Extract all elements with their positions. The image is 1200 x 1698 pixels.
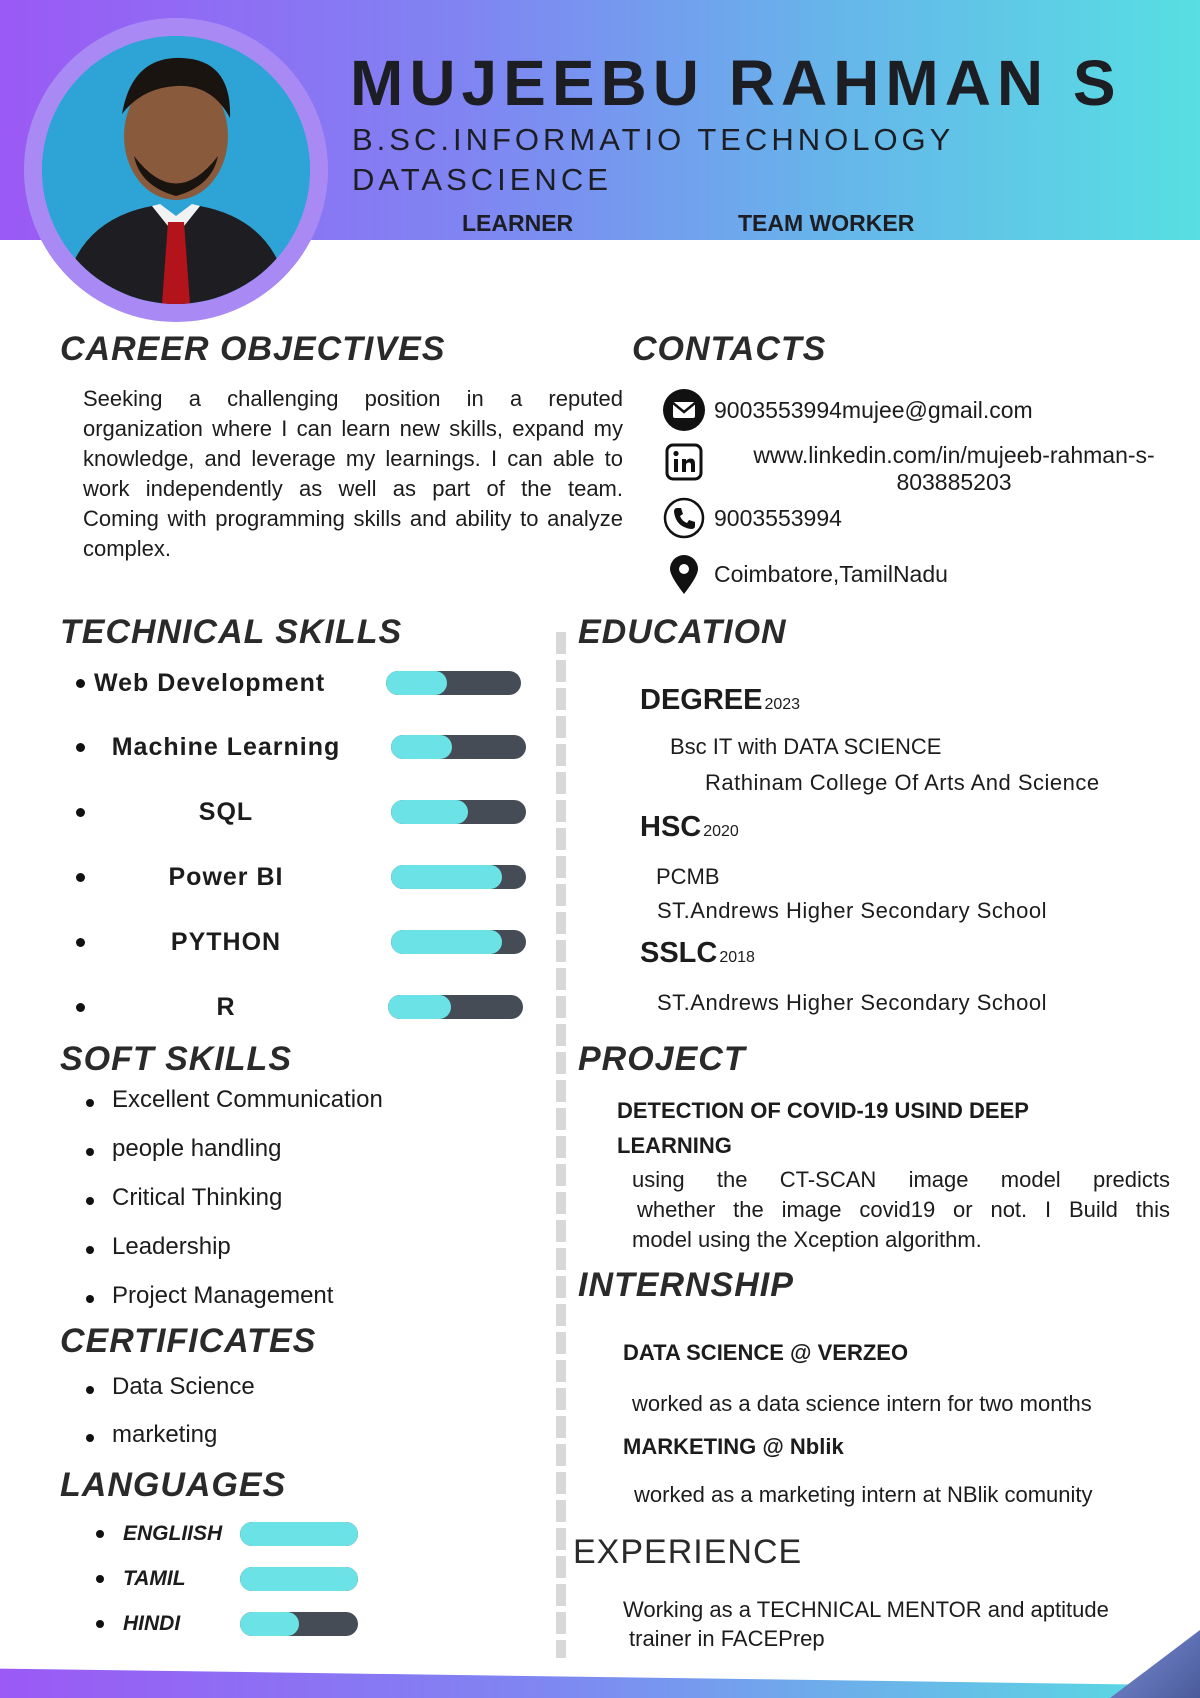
mail-icon <box>662 388 706 432</box>
internship-title: INTERNSHIP <box>578 1266 794 1304</box>
footer-band <box>0 1656 1200 1698</box>
phone-icon <box>662 496 706 540</box>
degree-year: 2023 <box>764 696 801 713</box>
bullet <box>76 808 85 817</box>
project-title: PROJECT <box>578 1040 746 1078</box>
skill-row <box>76 664 536 704</box>
soft-skills-list <box>84 1086 383 1331</box>
certificates-list <box>84 1373 255 1469</box>
skill-level-fill <box>386 671 447 695</box>
skill-row <box>76 728 536 768</box>
list-item: Project Management <box>84 1282 383 1331</box>
candidate-name: MUJEEBU RAHMAN S <box>350 47 1122 119</box>
list-item: Critical Thinking <box>84 1184 383 1233</box>
language-name: HINDI <box>123 1612 181 1635</box>
language-name: TAMIL <box>123 1567 186 1590</box>
list-item: Leadership <box>84 1233 383 1282</box>
internship-role-2: MARKETING @ Nblik <box>623 1434 844 1459</box>
skill-level-bar <box>391 865 526 889</box>
contacts-title: CONTACTS <box>632 330 827 368</box>
location-text: Coimbatore,TamilNadu <box>714 560 948 587</box>
skill-row <box>76 793 536 833</box>
degree-school: Rathinam College Of Arts And Science <box>705 770 1100 795</box>
skill-level-bar <box>391 735 526 759</box>
bullet <box>76 679 85 688</box>
candidate-subtitle <box>352 120 954 200</box>
list-item: marketing <box>84 1421 255 1469</box>
skill-row <box>76 923 536 963</box>
hsc-heading <box>640 811 739 844</box>
skill-level-fill <box>388 995 451 1019</box>
bullet <box>76 873 85 882</box>
education-title: EDUCATION <box>578 613 787 651</box>
internship-role-1: DATA SCIENCE @ VERZEO <box>623 1340 909 1365</box>
bullet <box>96 1575 104 1583</box>
linkedin-text-line2: 803885203 <box>896 469 1012 495</box>
language-level-bar <box>240 1612 358 1636</box>
location-pin-icon <box>662 552 706 596</box>
project-desc-line2: whether the image covid19 or not. I Build this <box>637 1197 1170 1222</box>
bullet <box>96 1620 104 1628</box>
degree-heading <box>640 684 800 717</box>
skill-name: PYTHON <box>170 928 282 956</box>
list-item: Excellent Communication <box>84 1086 383 1135</box>
bullet <box>76 743 85 752</box>
language-level-fill <box>240 1612 299 1636</box>
language-row <box>96 1610 376 1640</box>
skill-level-fill <box>391 865 502 889</box>
contact-linkedin[interactable] <box>662 440 1194 496</box>
bullet <box>76 1003 85 1012</box>
contact-location <box>662 552 948 596</box>
certificates-title: CERTIFICATES <box>60 1322 317 1360</box>
experience-line-1: Working as a TECHNICAL MENTOR and aptitude <box>623 1597 1109 1622</box>
experience-title: EXPERIENCE <box>573 1533 803 1571</box>
languages-title: LANGUAGES <box>60 1466 287 1504</box>
bullet <box>96 1530 104 1538</box>
project-name-line1: DETECTION OF COVID-19 USIND DEEP <box>617 1098 1029 1123</box>
skill-name: SQL <box>198 798 254 826</box>
email-text: 9003553994mujee@gmail.com <box>714 396 1033 423</box>
language-level-fill <box>240 1522 358 1546</box>
internship-desc-1: worked as a data science intern for two months <box>632 1391 1092 1416</box>
hsc-course: PCMB <box>656 864 720 889</box>
skill-level-bar <box>388 995 523 1019</box>
subtitle-line-2: DATASCIENCE <box>352 162 612 197</box>
profile-photo <box>42 36 310 304</box>
linkedin-text-line1: www.linkedin.com/in/mujeeb-rahman-s- <box>753 442 1155 468</box>
skill-name: R <box>216 993 236 1021</box>
language-level-bar <box>240 1522 358 1546</box>
degree-label: DEGREE <box>640 684 763 716</box>
language-name: ENGLIISH <box>123 1522 223 1545</box>
skill-name: Power BI <box>168 863 284 891</box>
hsc-school: ST.Andrews Higher Secondary School <box>657 898 1047 923</box>
skill-level-fill <box>391 800 468 824</box>
contact-email[interactable] <box>662 388 1033 432</box>
skill-level-fill <box>391 735 452 759</box>
language-level-bar <box>240 1567 358 1591</box>
language-row <box>96 1565 376 1595</box>
list-item: Data Science <box>84 1373 255 1421</box>
person-icon <box>42 36 310 304</box>
sslc-heading <box>640 937 755 970</box>
tag-learner: LEARNER <box>462 210 574 236</box>
skill-row <box>76 858 536 898</box>
language-row <box>96 1520 376 1550</box>
skill-level-bar <box>391 800 526 824</box>
degree-course: Bsc IT with DATA SCIENCE <box>670 734 942 759</box>
corner-decoration <box>1110 1630 1200 1698</box>
tag-team-worker: TEAM WORKER <box>738 210 915 236</box>
technical-skills-title: TECHNICAL SKILLS <box>60 613 403 651</box>
skill-level-bar <box>391 930 526 954</box>
language-level-fill <box>240 1567 358 1591</box>
experience-line-2: trainer in FACEPrep <box>629 1626 825 1651</box>
linkedin-icon <box>662 440 706 484</box>
soft-skills-title: SOFT SKILLS <box>60 1040 292 1078</box>
career-objectives-text: Seeking a challenging position in a reputed organization where I can learn new skills, expand my knowledge, and leverage my learnings. I can able to work independently as well as part of the team. Coming with programming skills and ability to analyze complex. <box>83 386 623 561</box>
skill-name: Web Development <box>94 669 326 697</box>
project-name-line2: LEARNING <box>617 1133 732 1158</box>
hsc-label: HSC <box>640 811 702 843</box>
internship-desc-2: worked as a marketing intern at NBlik comunity <box>634 1482 1093 1507</box>
sslc-school: ST.Andrews Higher Secondary School <box>657 990 1047 1015</box>
skill-row <box>76 988 536 1028</box>
list-item: people handling <box>84 1135 383 1184</box>
contact-phone[interactable] <box>662 496 842 540</box>
column-divider <box>556 632 566 1658</box>
project-desc-line1: using the CT-SCAN image model predicts <box>632 1167 1170 1192</box>
sslc-label: SSLC <box>640 937 718 969</box>
skill-name: Machine Learning <box>111 733 341 761</box>
career-objectives-title: CAREER OBJECTIVES <box>60 330 446 368</box>
subtitle-line-1: B.SC.INFORMATIO TECHNOLOGY <box>352 122 955 157</box>
project-desc-line3: model using the Xception algorithm. <box>632 1227 982 1252</box>
hsc-year: 2020 <box>703 823 739 840</box>
skill-level-bar <box>386 671 521 695</box>
phone-text: 9003553994 <box>714 504 842 531</box>
bullet <box>76 938 85 947</box>
skill-level-fill <box>391 930 502 954</box>
sslc-year: 2018 <box>719 949 755 966</box>
